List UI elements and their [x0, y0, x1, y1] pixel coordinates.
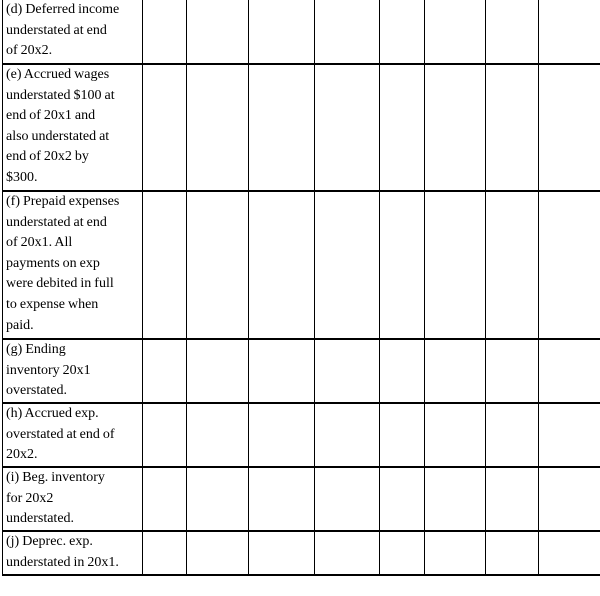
empty-answer-cell[interactable]	[315, 191, 380, 339]
empty-answer-cell[interactable]	[249, 531, 315, 575]
empty-answer-cell[interactable]	[315, 531, 380, 575]
table-row	[3, 0, 600, 64]
empty-answer-cell[interactable]	[380, 191, 425, 339]
empty-answer-cell[interactable]	[380, 403, 425, 467]
description-line: (d) Deferred income	[6, 2, 120, 17]
empty-answer-cell[interactable]	[249, 467, 315, 531]
description-line: also understated at	[6, 128, 110, 144]
empty-answer-cell[interactable]	[380, 0, 425, 64]
empty-answer-cell[interactable]	[486, 0, 539, 64]
empty-answer-cell[interactable]	[539, 339, 600, 403]
empty-answer-cell[interactable]	[425, 64, 486, 191]
description-line: $300.	[6, 169, 38, 185]
empty-answer-cell[interactable]	[249, 191, 315, 339]
empty-answer-cell[interactable]	[539, 0, 600, 64]
empty-answer-cell[interactable]	[539, 467, 600, 531]
empty-answer-cell[interactable]	[187, 64, 249, 191]
empty-answer-cell[interactable]	[143, 0, 187, 64]
description-line: 20x2.	[6, 447, 38, 463]
description-line: (j) Deprec. exp.	[6, 534, 93, 549]
empty-answer-cell[interactable]	[249, 403, 315, 467]
empty-answer-cell[interactable]	[187, 531, 249, 575]
empty-answer-cell[interactable]	[143, 64, 187, 191]
table-row	[3, 403, 600, 467]
row-description-cell	[3, 467, 143, 531]
description-line: payments on exp	[6, 255, 100, 271]
empty-answer-cell[interactable]	[143, 403, 187, 467]
table-row	[3, 339, 600, 403]
empty-answer-cell[interactable]	[380, 64, 425, 191]
error-analysis-table	[2, 0, 600, 579]
description-line: (e) Accrued wages	[6, 67, 110, 82]
description-line: for 20x2	[6, 490, 54, 506]
description-line: end of 20x1 and	[6, 108, 96, 124]
empty-answer-cell[interactable]	[249, 0, 315, 64]
row-description-cell	[3, 0, 143, 64]
empty-answer-cell[interactable]	[425, 339, 486, 403]
description-line: end of 20x2 by	[6, 149, 89, 165]
description-line: understated in 20x1.	[6, 554, 119, 570]
description-line: understated $100 at	[6, 87, 115, 103]
table-row	[3, 191, 600, 339]
empty-answer-cell[interactable]	[539, 531, 600, 575]
description-line: overstated at end of	[6, 426, 115, 442]
row-description-cell	[3, 64, 143, 191]
description-line: understated.	[6, 511, 75, 527]
description-line: overstated.	[6, 383, 68, 399]
description-line: of 20x2.	[6, 43, 53, 59]
description-line: (h) Accrued exp.	[6, 406, 99, 421]
empty-answer-cell[interactable]	[486, 531, 539, 575]
empty-answer-cell[interactable]	[187, 403, 249, 467]
empty-answer-cell[interactable]	[187, 467, 249, 531]
empty-answer-cell[interactable]	[539, 191, 600, 339]
empty-answer-cell[interactable]	[425, 403, 486, 467]
empty-answer-cell[interactable]	[486, 339, 539, 403]
empty-answer-cell[interactable]	[315, 467, 380, 531]
error-analysis-grid	[2, 0, 600, 576]
row-description-cell	[3, 339, 143, 403]
description-line: paid.	[6, 317, 34, 333]
empty-answer-cell[interactable]	[380, 339, 425, 403]
table-row	[3, 64, 600, 191]
description-line: understated at end	[6, 22, 107, 38]
empty-answer-cell[interactable]	[315, 64, 380, 191]
empty-answer-cell[interactable]	[486, 467, 539, 531]
description-line: inventory 20x1	[6, 362, 91, 378]
empty-answer-cell[interactable]	[539, 64, 600, 191]
empty-answer-cell[interactable]	[539, 403, 600, 467]
description-line: understated at end	[6, 214, 107, 230]
empty-answer-cell[interactable]	[143, 191, 187, 339]
description-line: (i) Beg. inventory	[6, 470, 105, 485]
table-row	[3, 467, 600, 531]
empty-answer-cell[interactable]	[425, 531, 486, 575]
row-description-cell	[3, 531, 143, 575]
empty-answer-cell[interactable]	[315, 0, 380, 64]
empty-answer-cell[interactable]	[143, 339, 187, 403]
empty-answer-cell[interactable]	[249, 339, 315, 403]
empty-answer-cell[interactable]	[486, 191, 539, 339]
empty-answer-cell[interactable]	[486, 64, 539, 191]
empty-answer-cell[interactable]	[425, 0, 486, 64]
empty-answer-cell[interactable]	[143, 467, 187, 531]
empty-answer-cell[interactable]	[380, 467, 425, 531]
empty-answer-cell[interactable]	[315, 339, 380, 403]
empty-answer-cell[interactable]	[187, 0, 249, 64]
empty-answer-cell[interactable]	[143, 531, 187, 575]
empty-answer-cell[interactable]	[425, 191, 486, 339]
description-line: of 20x1. All	[6, 235, 73, 251]
description-line: were debited in full	[6, 276, 114, 292]
description-line: to expense when	[6, 296, 99, 312]
empty-answer-cell[interactable]	[380, 531, 425, 575]
empty-answer-cell[interactable]	[249, 64, 315, 191]
empty-answer-cell[interactable]	[315, 403, 380, 467]
description-line: (g) Ending	[6, 342, 66, 357]
empty-answer-cell[interactable]	[187, 191, 249, 339]
row-description-cell	[3, 191, 143, 339]
row-description-cell	[3, 403, 143, 467]
empty-answer-cell[interactable]	[425, 467, 486, 531]
empty-answer-cell[interactable]	[486, 403, 539, 467]
table-row	[3, 531, 600, 575]
description-line: (f) Prepaid expenses	[6, 194, 120, 209]
empty-answer-cell[interactable]	[187, 339, 249, 403]
